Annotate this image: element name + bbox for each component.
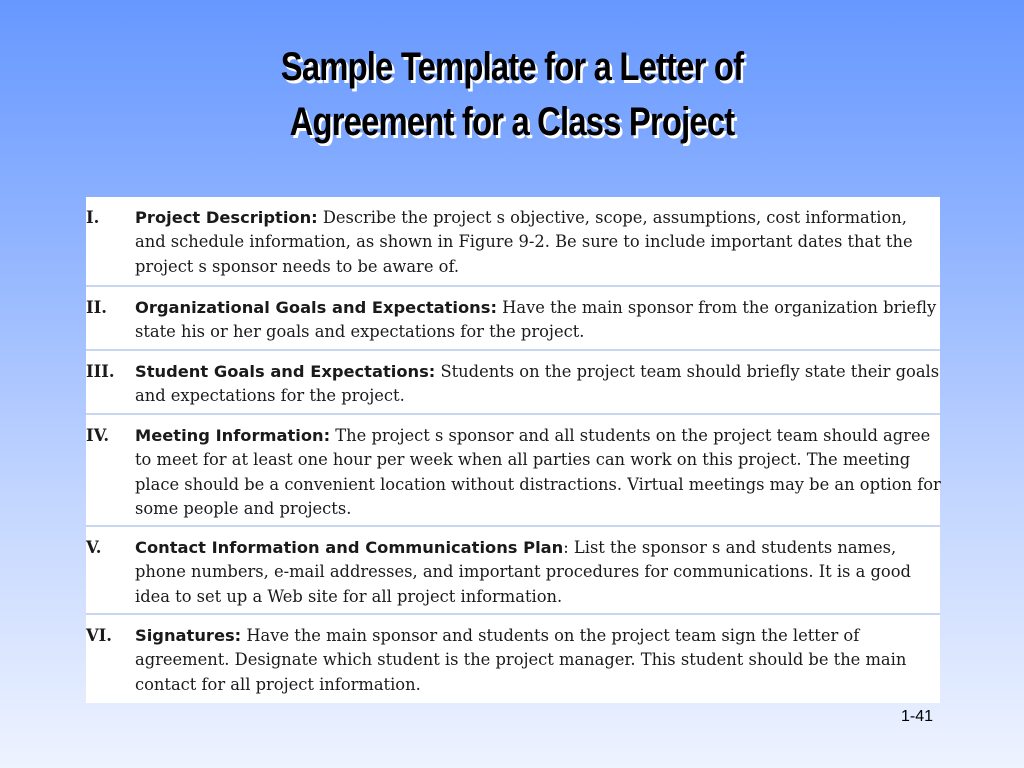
section-numeral: IV. (86, 426, 110, 445)
section-heading: Student Goals and Expectations: (135, 362, 436, 381)
section-signatures (86, 613, 940, 703)
section-text: Have the main sponsor from the organization briefly state his or her goals and expectations for the project. (135, 298, 937, 342)
section-contact-information (86, 525, 940, 613)
letter-template-panel (86, 197, 940, 703)
section-numeral: VI. (86, 626, 112, 645)
section-body (135, 360, 941, 409)
section-project-description (86, 197, 940, 285)
section-text: : List the sponsor s and students names, phone numbers, e-mail addresses, and important procedures for communications. It is a good idea to set up a Web site for all project information. (135, 538, 911, 606)
section-meeting-information (86, 413, 940, 525)
section-student-goals (86, 349, 940, 413)
slide-title (92, 40, 932, 150)
section-numeral: II. (86, 298, 107, 317)
slide-page-number: 1-41 (900, 708, 933, 725)
section-text: Describe the project s objective, scope, assumptions, cost information, and schedule information, as shown in Figure 9-2. Be sure to include important dates that the project s sponsor needs to be aware of. (135, 208, 913, 276)
section-body (135, 296, 941, 345)
section-heading: Meeting Information: (135, 426, 331, 445)
section-heading: Organizational Goals and Expectations: (135, 298, 497, 317)
title-line-2: Agreement for a Class Project (289, 100, 735, 144)
section-body (135, 424, 941, 521)
title-line-1: Sample Template for a Letter of (280, 45, 744, 89)
section-numeral: I. (86, 208, 100, 227)
section-body (135, 624, 941, 697)
section-heading: Signatures: (135, 626, 242, 645)
section-heading: Contact Information and Communications Plan (135, 538, 564, 557)
section-organizational-goals (86, 285, 940, 349)
section-text: Students on the project team should briefly state their goals and expectations for the project. (135, 362, 940, 406)
section-numeral: V. (86, 538, 102, 557)
section-body (135, 536, 941, 609)
section-text: The project s sponsor and all students on the project team should agree to meet for at least one hour per week when all parties can work on this project. The meeting place should be a convenient location without distractions. Virtual meetings may be an option for some people and projects. (135, 426, 941, 518)
section-body (135, 206, 941, 279)
section-text: Have the main sponsor and students on the project team sign the letter of agreement. Designate which student is the project manager. This student should be the main contact for all project information. (135, 626, 907, 694)
section-heading: Project Description: (135, 208, 318, 227)
section-numeral: III. (86, 362, 115, 381)
